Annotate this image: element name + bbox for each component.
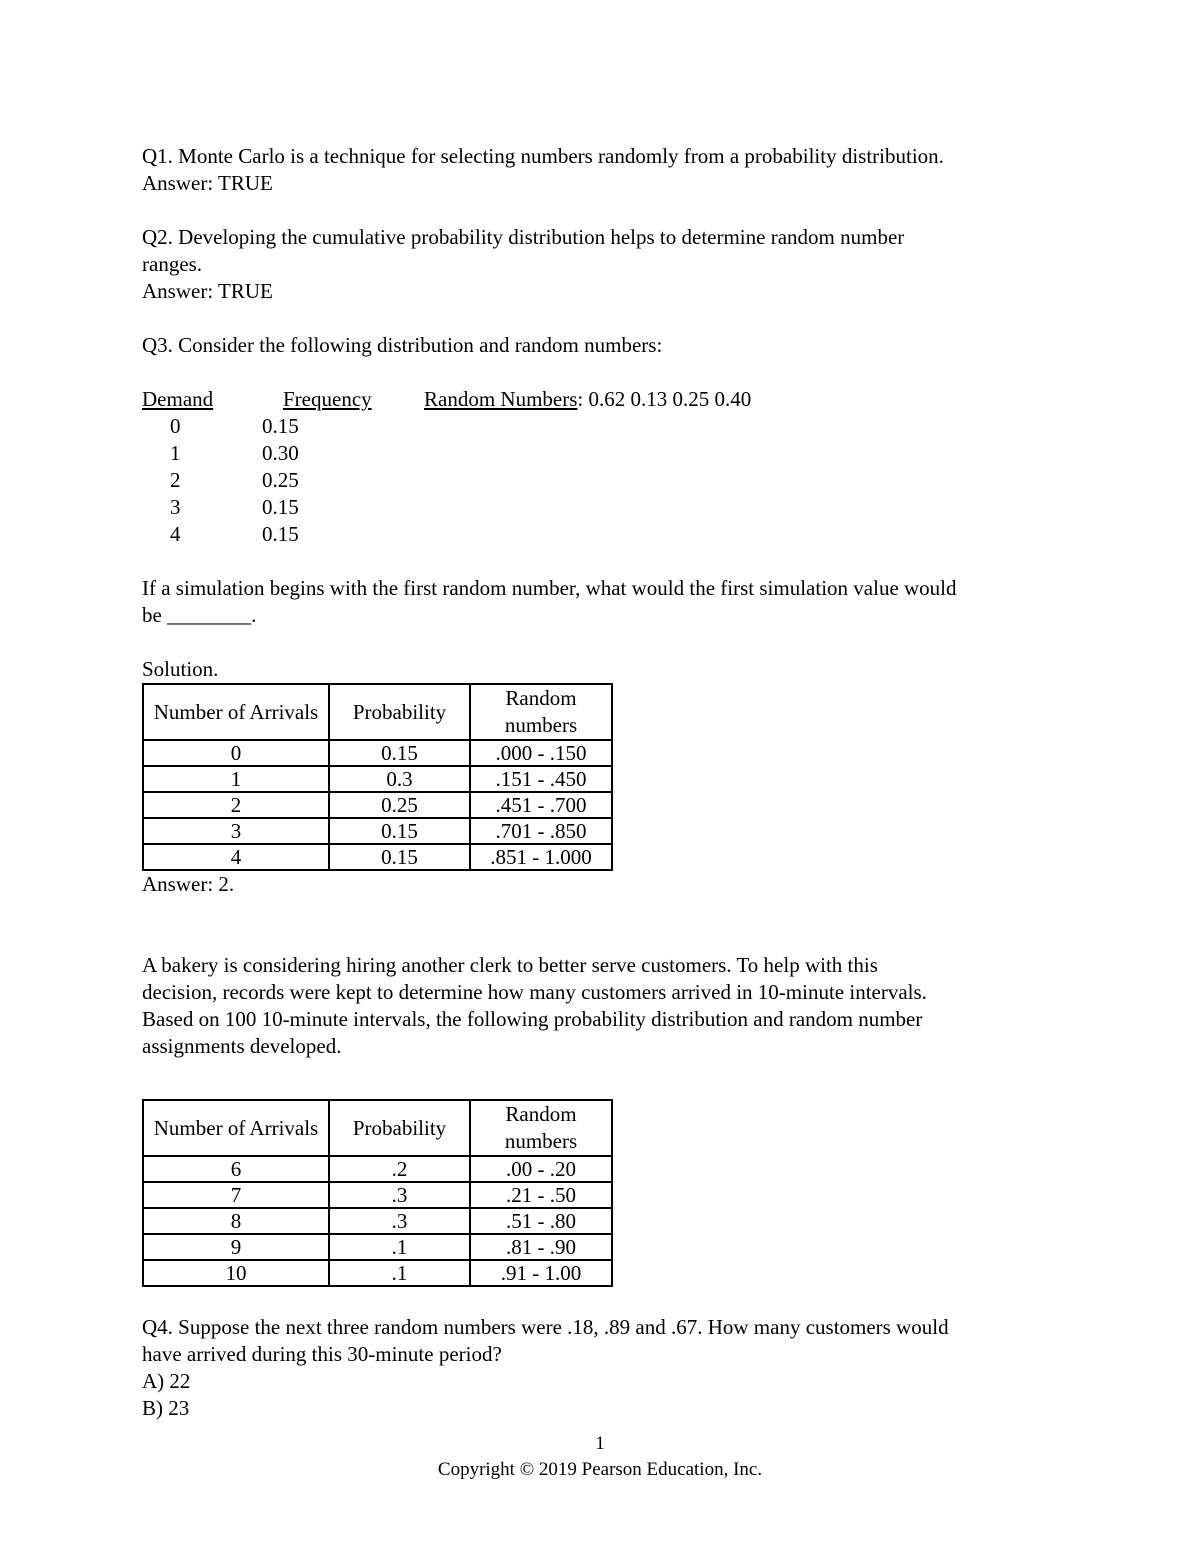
q2-question-line1: Q2. Developing the cumulative probability distribution helps to determine random number bbox=[142, 225, 905, 249]
q3-distribution-row bbox=[142, 521, 1072, 548]
demand-value: 0 bbox=[170, 414, 181, 438]
q4-option-a: A) 22 bbox=[142, 1369, 191, 1393]
table-cell: .51 - .80 bbox=[470, 1208, 612, 1234]
table-header-row bbox=[143, 1100, 612, 1156]
q3-distribution-row bbox=[142, 440, 1072, 467]
table-header-arrivals: Number of Arrivals bbox=[143, 1100, 329, 1156]
table-cell: 0.15 bbox=[329, 844, 470, 870]
bakery-line3: Based on 100 10-minute intervals, the following probability distribution and random number bbox=[142, 1007, 923, 1031]
table-cell: .1 bbox=[329, 1234, 470, 1260]
table-cell: .701 - .850 bbox=[470, 818, 612, 844]
demand-header: Demand bbox=[142, 387, 214, 411]
table-cell: .3 bbox=[329, 1208, 470, 1234]
table-row bbox=[143, 1182, 612, 1208]
q3-distribution-header bbox=[142, 386, 1072, 413]
table-row bbox=[143, 844, 612, 870]
random-numbers-label: Random Numbers bbox=[424, 387, 578, 411]
bakery-line1: A bakery is considering hiring another clerk to better serve customers. To help with this bbox=[142, 953, 878, 977]
frequency-header: Frequency bbox=[283, 387, 372, 411]
table-cell: .000 - .150 bbox=[470, 740, 612, 766]
table-row bbox=[143, 792, 612, 818]
frequency-value: 0.15 bbox=[262, 495, 299, 519]
q2-answer: Answer: TRUE bbox=[142, 279, 273, 303]
table-cell: 3 bbox=[143, 818, 329, 844]
random-numbers-header bbox=[424, 386, 751, 413]
table-cell: .2 bbox=[329, 1156, 470, 1182]
q3-distribution-row bbox=[142, 467, 1072, 494]
table-cell: 6 bbox=[143, 1156, 329, 1182]
table-cell: 10 bbox=[143, 1260, 329, 1286]
table-row bbox=[143, 766, 612, 792]
table-cell: 8 bbox=[143, 1208, 329, 1234]
table-header-probability: Probability bbox=[329, 1100, 470, 1156]
q4-option-b: B) 23 bbox=[142, 1396, 190, 1420]
frequency-value: 0.15 bbox=[262, 522, 299, 546]
q4-question-line1: Q4. Suppose the next three random numbers were .18, .89 and .67. How many customers would bbox=[142, 1315, 949, 1339]
q1-question: Q1. Monte Carlo is a technique for selecting numbers randomly from a probability distribution. bbox=[142, 144, 944, 168]
q3-solution-label: Solution. bbox=[142, 657, 219, 681]
table-cell: .3 bbox=[329, 1182, 470, 1208]
table-cell: .451 - .700 bbox=[470, 792, 612, 818]
table-row bbox=[143, 1156, 612, 1182]
q3-distribution-row bbox=[142, 494, 1072, 521]
table-cell: .851 - 1.000 bbox=[470, 844, 612, 870]
table-cell: .1 bbox=[329, 1260, 470, 1286]
q4-question-line2: have arrived during this 30-minute period? bbox=[142, 1342, 502, 1366]
table-cell: 1 bbox=[143, 766, 329, 792]
table-cell: 0 bbox=[143, 740, 329, 766]
document-page bbox=[142, 143, 1072, 1422]
table-row bbox=[143, 818, 612, 844]
table-row bbox=[143, 1260, 612, 1286]
table-cell: 0.3 bbox=[329, 766, 470, 792]
demand-value: 4 bbox=[170, 522, 181, 546]
q1-answer: Answer: TRUE bbox=[142, 171, 273, 195]
random-numbers-values: : 0.62 0.13 0.25 0.40 bbox=[577, 387, 752, 411]
table-cell: .21 - .50 bbox=[470, 1182, 612, 1208]
table-cell: 0.15 bbox=[329, 818, 470, 844]
table-cell: .81 - .90 bbox=[470, 1234, 612, 1260]
bakery-line2: decision, records were kept to determine how many customers arrived in 10-minute intervals. bbox=[142, 980, 927, 1004]
q3-question-line2: be ________. bbox=[142, 603, 257, 627]
copyright-notice: Copyright © 2019 Pearson Education, Inc. bbox=[437, 1459, 763, 1480]
table-row bbox=[143, 1208, 612, 1234]
table-header-arrivals: Number of Arrivals bbox=[143, 684, 329, 740]
q2-question-line2: ranges. bbox=[142, 252, 203, 276]
table-header-random: Random numbers bbox=[470, 1100, 612, 1156]
table-cell: 2 bbox=[143, 792, 329, 818]
table-header-row bbox=[143, 684, 612, 740]
table-cell: 9 bbox=[143, 1234, 329, 1260]
frequency-value: 0.15 bbox=[262, 414, 299, 438]
table-cell: .151 - .450 bbox=[470, 766, 612, 792]
page-number: 1 bbox=[595, 1433, 605, 1454]
q3-question-line1: If a simulation begins with the first random number, what would the first simulation value would bbox=[142, 576, 957, 600]
table-cell: .91 - 1.00 bbox=[470, 1260, 612, 1286]
table-cell: 7 bbox=[143, 1182, 329, 1208]
q3-solution-table bbox=[142, 683, 613, 871]
table-cell: 0.15 bbox=[329, 740, 470, 766]
table-row bbox=[143, 1234, 612, 1260]
table-cell: .00 - .20 bbox=[470, 1156, 612, 1182]
bakery-line4: assignments developed. bbox=[142, 1034, 342, 1058]
frequency-value: 0.30 bbox=[262, 441, 299, 465]
q3-answer: Answer: 2. bbox=[142, 872, 235, 896]
demand-value: 1 bbox=[170, 441, 181, 465]
bakery-table bbox=[142, 1099, 613, 1287]
table-cell: 0.25 bbox=[329, 792, 470, 818]
table-row bbox=[143, 740, 612, 766]
table-header-probability: Probability bbox=[329, 684, 470, 740]
frequency-value: 0.25 bbox=[262, 468, 299, 492]
table-cell: 4 bbox=[143, 844, 329, 870]
demand-value: 2 bbox=[170, 468, 181, 492]
q3-intro: Q3. Consider the following distribution and random numbers: bbox=[142, 333, 663, 357]
table-header-random: Random numbers bbox=[470, 684, 612, 740]
demand-value: 3 bbox=[170, 495, 181, 519]
q3-distribution-row bbox=[142, 413, 1072, 440]
